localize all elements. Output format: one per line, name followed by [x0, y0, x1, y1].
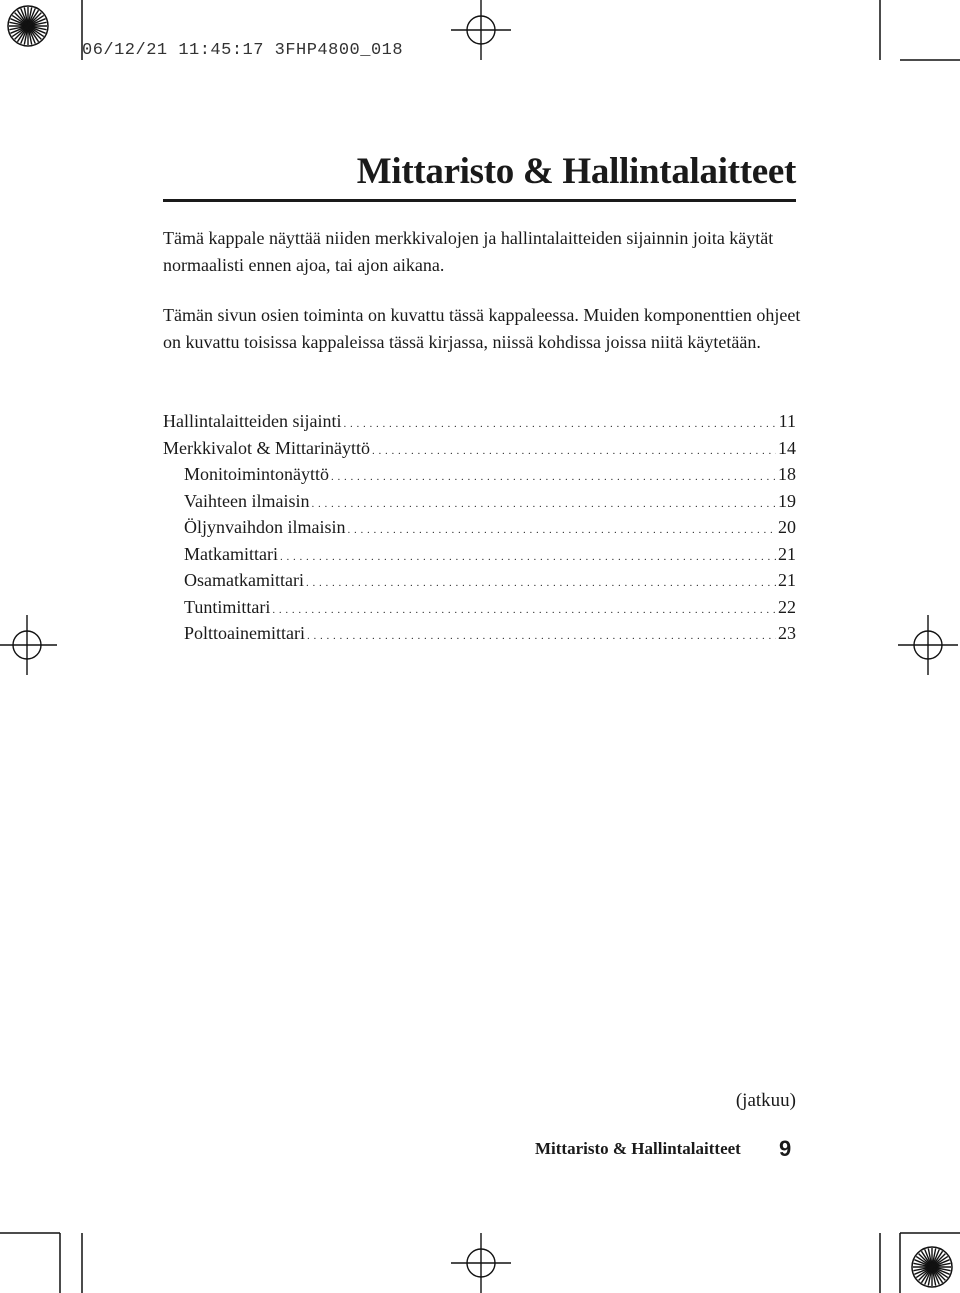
- continued-note: (jatkuu): [735, 1090, 796, 1111]
- registration-sunburst-icon: [912, 1247, 952, 1287]
- toc-subentry[interactable]: [163, 567, 796, 594]
- toc-entry-page: 19: [778, 490, 796, 511]
- toc-entry-page: 22: [778, 596, 796, 617]
- toc-entry-page: 20: [778, 517, 796, 537]
- registration-sunburst-icon: [8, 6, 48, 46]
- toc-subentry[interactable]: [163, 620, 796, 647]
- toc-subentry[interactable]: [163, 514, 796, 541]
- print-timestamp: 06/12/21 11:45:17 3FHP4800_018: [82, 41, 404, 60]
- toc-dot-leader: [280, 544, 776, 571]
- toc-entry-label: Öljynvaihdon ilmaisin: [184, 517, 346, 537]
- footer-section-title: Mittaristo & Hallintalaitteet: [535, 1139, 741, 1158]
- note-paragraph: Tämän sivun osien toiminta on kuvattu tässä kappaleessa. Muiden komponenttien ohjeet on kuvattu toisissa kappaleissa tässä kirjassa, niissä kohdissa joissa niitä käytetään.: [163, 305, 801, 352]
- toc-entry-label: Osamatkamittari: [184, 570, 304, 590]
- toc-dot-leader: [311, 491, 776, 518]
- toc-entry-page: 11: [778, 411, 796, 431]
- registration-crosshair-icon: [0, 615, 57, 675]
- toc-dot-leader: [343, 411, 776, 438]
- toc-entry-page: 23: [778, 623, 796, 643]
- toc-entry-page: 14: [778, 437, 796, 458]
- title-divider: [163, 199, 796, 202]
- toc-entry-page: 21: [778, 570, 796, 590]
- toc-entry-label: Monitoimintonäyttö: [184, 464, 330, 484]
- toc-entry[interactable]: [163, 408, 796, 435]
- toc-dot-leader: [331, 464, 776, 491]
- toc-dot-leader: [272, 597, 776, 624]
- toc-entry-page: 21: [778, 543, 796, 564]
- toc-entry-label: Merkkivalot & Mittarinäyttö: [163, 437, 370, 458]
- toc-subentry[interactable]: [163, 488, 796, 515]
- toc-subentry[interactable]: [163, 461, 796, 488]
- registration-crosshair-icon: [451, 1233, 511, 1293]
- toc-dot-leader: [306, 570, 776, 597]
- registration-crosshair-icon: [898, 615, 958, 675]
- toc-entry-label: Polttoainemittari: [184, 623, 305, 643]
- chapter-title: Mittaristo & Hallintalaitteet: [356, 151, 796, 192]
- footer-page-number: 9: [779, 1136, 792, 1161]
- toc-entry-label: Hallintalaitteiden sijainti: [163, 411, 342, 431]
- table-of-contents: [163, 408, 796, 647]
- toc-subentry[interactable]: [163, 594, 796, 621]
- toc-entry[interactable]: [163, 435, 796, 462]
- intro-paragraph: Tämä kappale näyttää niiden merkkivalojen ja hallintalaitteiden sijainnin joita käytät normaalisti ennen ajoa, tai ajon aikana.: [163, 228, 774, 275]
- registration-crosshair-icon: [451, 0, 511, 60]
- toc-dot-leader: [372, 438, 776, 465]
- toc-entry-label: Vaihteen ilmaisin: [184, 490, 310, 511]
- toc-dot-leader: [348, 517, 777, 544]
- toc-entry-page: 18: [778, 464, 796, 484]
- toc-entry-label: Matkamittari: [184, 543, 278, 564]
- toc-subentry[interactable]: [163, 541, 796, 568]
- toc-entry-label: Tuntimittari: [184, 596, 271, 617]
- toc-dot-leader: [307, 623, 776, 650]
